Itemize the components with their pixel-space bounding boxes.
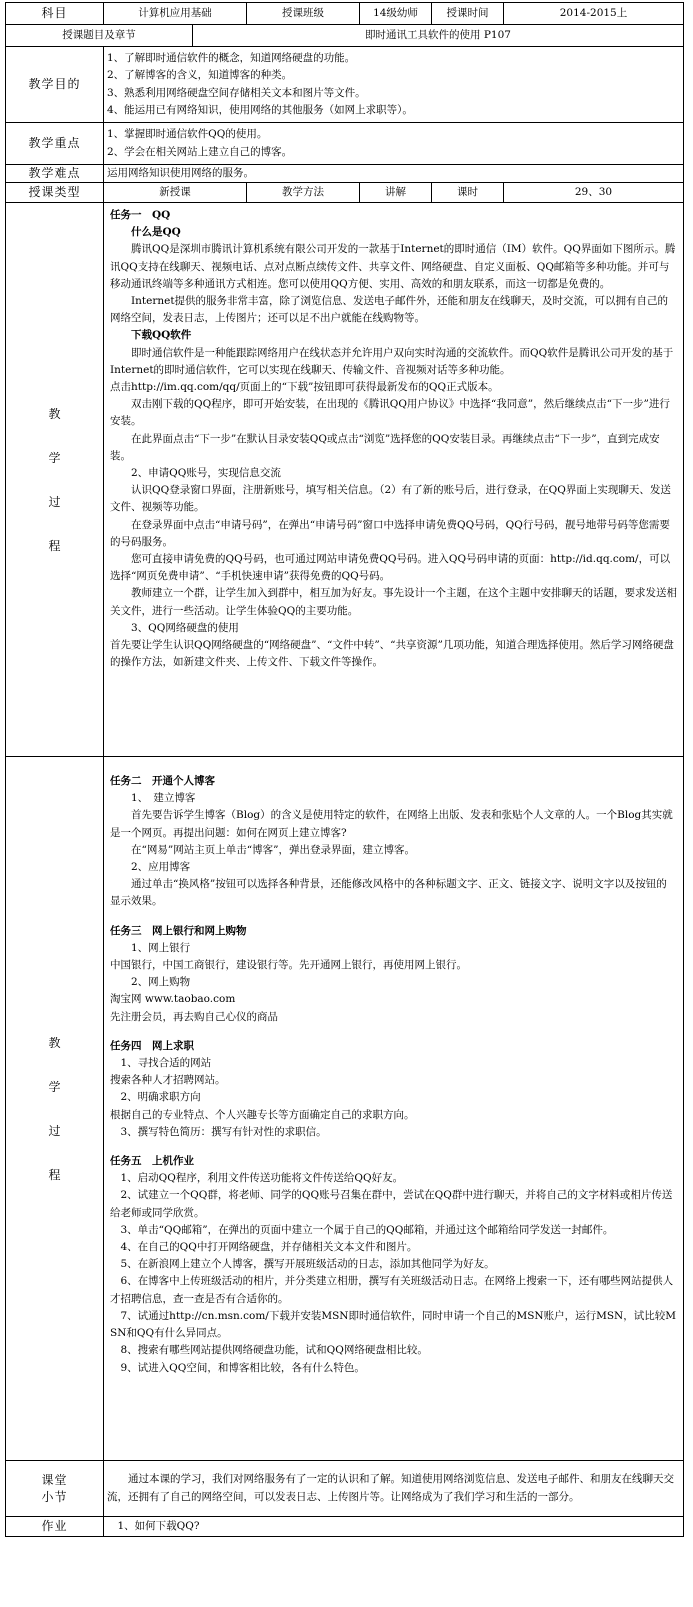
paragraph	[110, 911, 677, 923]
process-label-char: 过	[48, 494, 61, 509]
paragraph: 腾讯QQ是深圳市腾讯计算机系统有限公司开发的一款基于Internet的即时通信（IM）软件。QQ界面如下图所示。腾讯QQ支持在线聊天、视频电话、点对点断点续传文件、共享文件、网络硬盘、自定义面板、QQ邮箱等多种功能。并可与移动通讯终端等多种通讯方式相连。您可以使用QQ方便、实用、高效的和朋友联系，而这一切都是免费的。	[110, 243, 676, 290]
paragraph: 教师建立一个群，让学生加入到群中，相互加为好友。事先设计一个主题，在这个主题中安排聊天的话题，要求发送相关文件，进行一些活动。让学生体验QQ的主要功能。	[110, 587, 677, 617]
key-points-label: 教学重点	[6, 123, 104, 165]
paragraph: 1、网上银行	[131, 941, 191, 954]
paragraph	[110, 1026, 677, 1038]
paragraph: 1、启动QQ程序，利用文件传送功能将文件传送给QQ好友。	[120, 1172, 404, 1185]
topic-row	[6, 25, 684, 47]
list-item: 2、了解博客的含义，知道博客的种类。	[107, 69, 293, 82]
section-heading: 任务四 网上求职	[110, 1039, 194, 1052]
paragraph: 2、应用博客	[131, 861, 191, 874]
subject-value: 计算机应用基础	[104, 3, 247, 25]
paragraph: 首先要让学生认识QQ网络硬盘的“网络硬盘”、“文件中转”、“共享资源”几项功能，知道合理选择使用。然后学习网络硬盘的操作方法，如新建文件夹、上传文件、下载文件等操作。	[110, 639, 674, 669]
objectives-list	[104, 47, 684, 123]
section-heading: 任务五 上机作业	[110, 1155, 194, 1168]
key-points-list	[104, 123, 684, 165]
lesson-info-row	[6, 183, 684, 203]
objectives-row	[6, 47, 684, 123]
paragraph: 1、 建立博客	[131, 792, 196, 805]
paragraph: 中国银行，中国工商银行，建设银行等。先开通网上银行，再使用网上银行。	[110, 959, 467, 972]
paragraph: 7、试通过http://cn.msn.com/下载并安装MSN即时通信软件，同时申请一个自己的MSN账户，运行MSN，试比较MSN和QQ有什么异同点。	[110, 1309, 676, 1340]
paragraph: Internet提供的服务非常丰富，除了浏览信息、发送电子邮件外，还能和朋友在线聊天，及时交流，可以拥有自己的网络空间，发表日志，上传图片；还可以足不出户就能在线购物等。	[110, 295, 669, 325]
list-item: 3、熟悉利用网络硬盘空间存储相关文本和图片等文件。	[107, 86, 366, 99]
paragraph: 点击http://im.qq.com/qq/页面上的“下载”按钮即可获得最新发布的QQ正式版本。	[110, 381, 499, 394]
process-label-char: 程	[48, 538, 61, 553]
process-content-1	[104, 203, 684, 757]
subject-label: 科目	[6, 3, 104, 25]
paragraph: 2、明确求职方向	[120, 1091, 201, 1104]
paragraph: 即时通信软件是一种能跟踪网络用户在线状态并允许用户双向实时沟通的交流软件。而QQ软件是腾讯公司开发的基于Internet的即时通信软件，它可以实现在线聊天、传输文件、音视频对话等多种功能。	[110, 346, 674, 376]
header-row	[6, 3, 684, 25]
process-row-2	[6, 757, 684, 1461]
difficulty-value: 运用网络知识使用网络的服务。	[104, 165, 684, 183]
paragraph: 淘宝网 www.taobao.com	[110, 993, 236, 1006]
process-label-char: 程	[48, 1167, 61, 1182]
key-points-row	[6, 123, 684, 165]
lesson-plan-sheet	[5, 2, 683, 1537]
paragraph: 2、申请QQ账号，实现信息交流	[131, 467, 281, 480]
section-heading: 任务三 网上银行和网上购物	[110, 924, 247, 937]
process-content-2	[104, 757, 684, 1461]
topic-label: 授课题目及章节	[6, 25, 193, 47]
section-heading: 任务一 QQ	[110, 209, 171, 221]
homework-item: 1、如何下载QQ?	[117, 1519, 200, 1532]
paragraph: 双击刚下载的QQ程序，即可开始安装，在出现的《腾讯QQ用户协议》中选择“我同意”，然后继续点击“下一步”进行安装。	[110, 398, 670, 428]
paragraph: 认识QQ登录窗口界面，注册新账号，填写相关信息。（2）有了新的账号后，进行登录，在QQ界面上实现聊天、发送文件、视频等功能。	[110, 484, 671, 514]
class-value: 14级幼师	[360, 3, 432, 25]
summary-label-line: 课堂	[41, 1472, 68, 1487]
summary-label	[6, 1461, 104, 1517]
paragraph: 1、寻找合适的网站	[120, 1057, 212, 1070]
hours-value: 29、30	[504, 183, 684, 203]
paragraph: 在“网易”网站主页上单击“博客”，弹出登录界面，建立博客。	[131, 843, 415, 856]
paragraph: 搜索各种人才招聘网站。	[110, 1074, 226, 1087]
process-label-char: 过	[48, 1123, 61, 1138]
time-value: 2014-2015上	[504, 3, 684, 25]
method-label: 教学方法	[247, 183, 360, 203]
lesson-type-value: 新授课	[104, 183, 247, 203]
homework-label: 作业	[6, 1517, 104, 1537]
process-label-char: 学	[48, 450, 61, 465]
section-heading: 什么是QQ	[131, 226, 181, 239]
paragraph: 9、试进入QQ空间，和博客相比较，各有什么特色。	[120, 1361, 365, 1374]
process-label-1	[6, 203, 104, 757]
paragraph: 根据自己的专业特点、个人兴趣专长等方面确定自己的求职方向。	[110, 1108, 415, 1121]
paragraph	[110, 761, 677, 773]
paragraph: 首先要告诉学生博客（Blog）的含义是使用特定的软件，在网络上出版、发表和张贴个人文章的人。一个Blog其实就是一个网页。再提出问题：如何在网页上建立博客?	[110, 809, 673, 839]
paragraph: 3、QQ网络硬盘的使用	[131, 621, 239, 634]
process-label-char: 学	[48, 1079, 61, 1094]
list-item: 4、能运用已有网络知识，使用网络的其他服务（如网上求职等）。	[107, 103, 413, 116]
paragraph: 您可直接申请免费的QQ号码，也可通过网站申请免费QQ号码。进入QQ号码申请的页面：http://id.qq.com/，可以选择“网页免费申请”、“手机快速申请”获得免费的QQ号码。	[110, 553, 671, 583]
paragraph: 3、撰写特色简历：撰写有针对性的求职信。	[120, 1125, 327, 1138]
paragraph: 通过单击“换风格”按钮可以选择各种背景，还能修改风格中的各种标题文字、正文、链接文字、说明文字以及按钮的显示效果。	[110, 878, 667, 908]
paragraph: 3、单击“QQ邮箱”，在弹出的页面中建立一个属于自己的QQ邮箱，并通过这个邮箱给同学发送一封邮件。	[120, 1223, 614, 1236]
paragraph: 在此界面点击“下一步”在默认目录安装QQ或点击“浏览”选择您的QQ安装目录。再继续点击“下一步”，直到完成安装。	[110, 432, 660, 462]
difficulty-row	[6, 165, 684, 183]
paragraph: 5、在新浪网上建立个人博客，撰写开展班级活动的日志，添加其他同学为好友。	[120, 1258, 495, 1271]
list-item: 2、学会在相关网站上建立自己的博客。	[107, 145, 293, 158]
lesson-plan-table	[5, 2, 684, 1537]
summary-paragraph: 通过本课的学习，我们对网络服务有了一定的认识和了解。知道使用网络浏览信息、发送电子邮件、和朋友在线聊天交流，还拥有了自己的网络空间，可以发表日志、上传图片等。让网络成为了我们学习和生活的一部分。	[107, 1473, 674, 1503]
paragraph	[110, 1141, 677, 1153]
homework-text	[104, 1517, 684, 1537]
process-label-char: 教	[48, 1035, 61, 1050]
topic-value: 即时通讯工具软件的使用 P107	[193, 25, 684, 47]
summary-row	[6, 1461, 684, 1517]
paragraph: 6、在博客中上传班级活动的相片，并分类建立相册，撰写有关班级活动日志。在网络上搜索一下，还有哪些网站提供人才招聘信息，查一查是否有合适你的。	[110, 1275, 674, 1305]
paragraph: 先注册会员，再去购自己心仪的商品	[110, 1010, 278, 1023]
lesson-type-label: 授课类型	[6, 183, 104, 203]
process-label-2	[6, 757, 104, 1461]
process-row-1	[6, 203, 684, 757]
list-item: 1、掌握即时通信软件QQ的使用。	[107, 128, 268, 141]
section-heading: 下载QQ软件	[131, 329, 192, 342]
summary-text	[104, 1461, 684, 1517]
class-label: 授课班级	[247, 3, 360, 25]
summary-label-line: 小节	[41, 1489, 68, 1504]
time-label: 授课时间	[432, 3, 504, 25]
process-label-char: 教	[48, 406, 61, 421]
paragraph: 2、网上购物	[131, 976, 191, 989]
homework-row	[6, 1517, 684, 1537]
section-heading: 任务二 开通个人博客	[110, 775, 215, 787]
method-value: 讲解	[360, 183, 432, 203]
paragraph: 2、试建立一个QQ群，将老师、同学的QQ账号召集在群中，尝试在QQ群中进行聊天，并将自己的文字材料或相片传送给老师或同学欣赏。	[110, 1189, 673, 1219]
paragraph: 在登录界面中点击“申请号码”，在弹出“申请号码”窗口中选择申请免费QQ号码，QQ行号码，靓号地带号码等您需要的号码服务。	[110, 518, 670, 548]
list-item: 1、了解即时通信软件的概念，知道网络硬盘的功能。	[107, 52, 356, 65]
difficulty-label: 教学难点	[6, 165, 104, 183]
paragraph: 8、搜索有哪些网站提供网络硬盘功能，试和QQ网络硬盘相比较。	[120, 1344, 428, 1357]
hours-label: 课时	[432, 183, 504, 203]
objectives-label: 教学目的	[6, 47, 104, 123]
paragraph: 4、在自己的QQ中打开网络硬盘，并存储相关文本文件和图片。	[120, 1241, 418, 1254]
